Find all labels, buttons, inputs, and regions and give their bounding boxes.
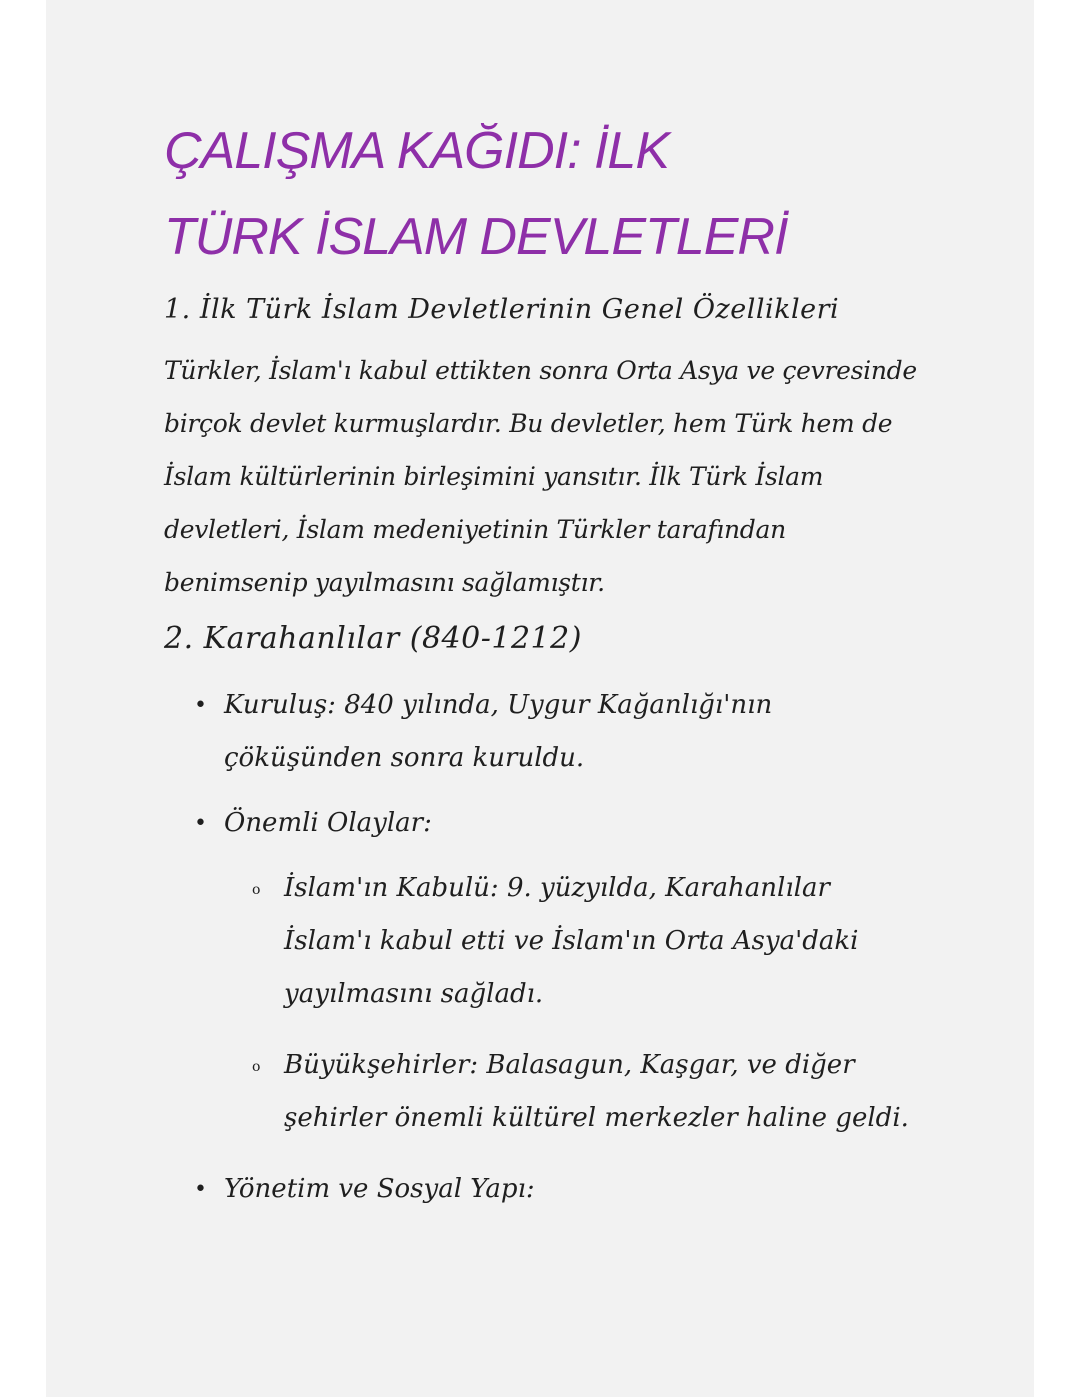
list-item-kurulus [194, 679, 924, 785]
section-heading-karahanlilar: 2. Karahanlılar (840-1212) [164, 621, 582, 656]
bullet-icon: • [194, 1177, 207, 1202]
list-item-yonetim [194, 1163, 924, 1216]
sub-list-item-text: Büyükşehirler: Balasagun, Kaşgar, ve diğer şehirler önemli kültürel merkezler haline geldi. [284, 1050, 909, 1133]
karahanlilar-bullet-list [164, 679, 924, 1216]
hollow-bullet-icon: o [252, 1059, 261, 1075]
sub-list-item-islamin-kabulu [252, 862, 924, 1021]
worksheet-title: ÇALIŞMA KAĞIDI: İLK TÜRK İSLAM DEVLETLERİ [164, 122, 788, 266]
bullet-icon: • [194, 693, 207, 718]
sub-list-item-buyuksehirler [252, 1039, 924, 1145]
list-item-text: Önemli Olaylar: [224, 808, 432, 838]
section-heading-general-features: 1. İlk Türk İslam Devletlerinin Genel Özellikleri [164, 294, 840, 325]
bullet-icon: • [194, 811, 207, 836]
list-item-text: Yönetim ve Sosyal Yapı: [224, 1174, 535, 1204]
sub-list-item-text: İslam'ın Kabulü: 9. yüzyılda, Karahanlılar İslam'ı kabul etti ve İslam'ın Orta Asya'daki yayılmasını sağladı. [284, 873, 859, 1009]
hollow-bullet-icon: o [252, 882, 261, 898]
general-features-paragraph: Türkler, İslam'ı kabul ettikten sonra Orta Asya ve çevresinde birçok devlet kurmuşlardır. Bu devletler, hem Türk hem de İslam kültürlerinin birleşimini yansıtır. İlk Türk İslam devletleri, İslam medeniyetinin Türkler tarafından benimsenip yayılmasını sağlamıştır. [164, 356, 917, 597]
document-page [46, 0, 1034, 1397]
list-item-onemli-olaylar [194, 797, 924, 1145]
document-content [164, 108, 924, 1228]
list-item-text: Kuruluş: 840 yılında, Uygur Kağanlığı'nın çöküşünden sonra kuruldu. [224, 690, 773, 773]
onemli-olaylar-sub-list [224, 862, 924, 1145]
